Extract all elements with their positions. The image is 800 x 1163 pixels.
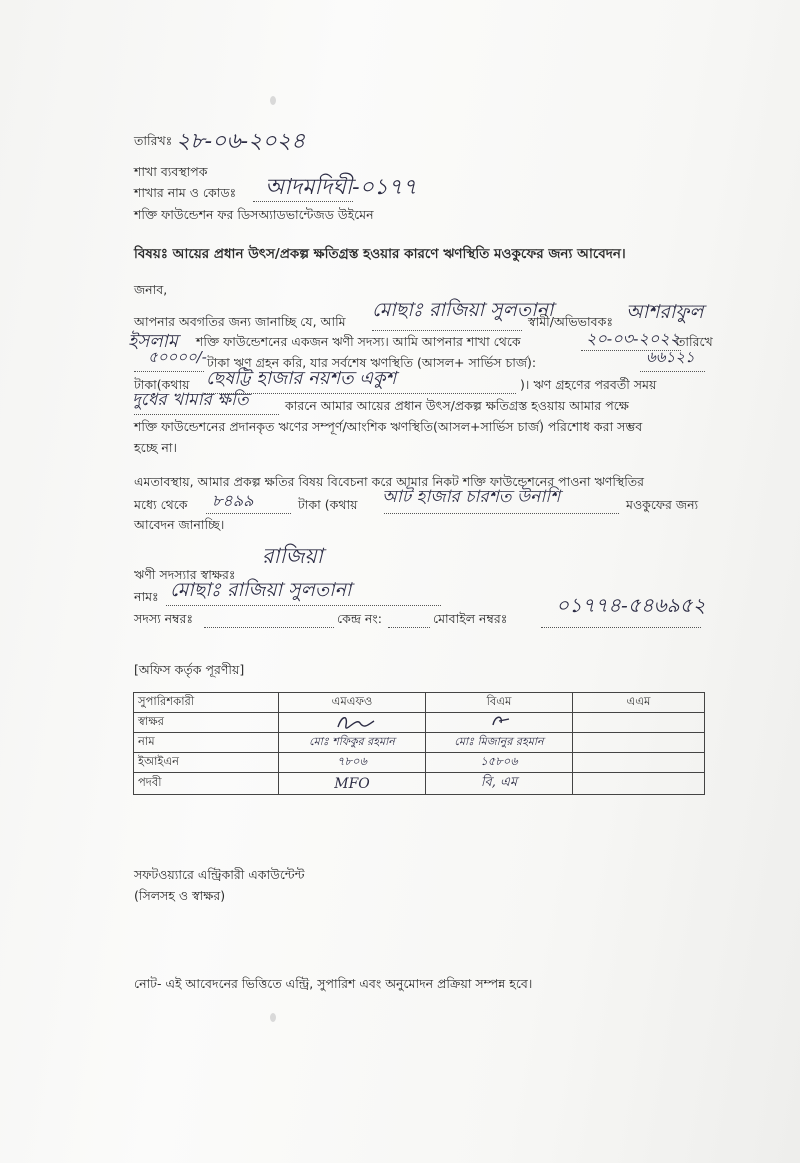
- para1-text8: কারনে আমার আয়ের প্রধান উৎস/প্রকল্প ক্ষতিগ্রস্ত হওয়ায় আমার পক্ষে: [285, 398, 629, 413]
- cause-handwritten: দুধের খামার ক্ষতি: [132, 390, 249, 410]
- paper-speck: [270, 1013, 276, 1022]
- mobile-handwritten: ০১৭৭৪-৫৪৬৯৫২: [556, 593, 706, 617]
- table-row: [134, 713, 705, 733]
- manager-line: শাখা ব্যবস্থাপক: [134, 164, 208, 179]
- guardian-handwritten-2: ইসলাম: [128, 331, 178, 352]
- para1-text9: শক্তি ফাউন্ডেশনের প্রদানকৃত ঋণের সম্পূর্ণ/আংশিক ঋণস্থিতি(আসল+সার্ভিস চার্জ) পরিশোধ করা সম্ভব: [134, 419, 643, 434]
- row-label: নাম: [134, 733, 279, 753]
- para2-text4: মওকুফের জন্য: [626, 497, 699, 512]
- para2-text1: এমতাবস্থায়, আমার প্রকল্প ক্ষতির বিষয় বিবেচনা করে আমার নিকট শক্তি ফাউন্ডেশনের পাওনা ঋণস্থিতির: [134, 474, 645, 489]
- mobile-label: মোবাইল নম্বরঃ: [433, 611, 508, 626]
- accountant-line2: (সিলসহ ও স্বাক্ষর): [134, 888, 226, 903]
- signature-cell-bm: [426, 713, 573, 733]
- mfo-ein: ৭৮০৬: [279, 753, 426, 773]
- row-label: স্বাক্ষর: [134, 713, 279, 733]
- date-label: তারিখঃ: [134, 133, 173, 148]
- table-row: [134, 733, 705, 753]
- date-handwritten: ২৮-০৬-২০২৪: [176, 129, 306, 154]
- center-label: কেন্দ্র নং:: [337, 611, 382, 626]
- bm-ein: ১৫৮০৬: [426, 753, 573, 773]
- header-cell: বিএম: [426, 693, 573, 713]
- salutation: জনাব,: [134, 282, 168, 297]
- am-name: [573, 733, 705, 753]
- office-table: [133, 692, 705, 795]
- signature-cell-mfo: [279, 713, 426, 733]
- row-label: পদবী: [134, 773, 279, 795]
- para1-text2: স্বামী/অভিভাবকঃ: [528, 314, 613, 329]
- member-name-label: নামঃ: [134, 589, 159, 604]
- note-line: নোট- এই আবেদনের ভিত্তিতে এন্ট্রি, সুপারিশ এবং অনুমোদন প্রক্রিয়া সম্পন্ন হবে।: [134, 976, 533, 991]
- paper-speck: [270, 96, 276, 105]
- bm-name: মোঃ মিজানুর রহমান: [426, 733, 573, 753]
- signature-cell-am: [573, 713, 705, 733]
- am-ein: [573, 753, 705, 773]
- member-sig-label: ঋণী সদস্যার স্বাক্ষরঃ: [134, 567, 236, 582]
- table-row: [134, 773, 705, 795]
- waiver-words-handwritten: আট হাজার চারশত উনাশি: [382, 487, 561, 507]
- loan-amount-handwritten: ৫০০০০/-: [148, 348, 207, 366]
- mfo-designation: MFO: [279, 773, 426, 795]
- para1-text7: )। ঋণ গ্রহণের পরবর্তী সময়: [520, 377, 657, 392]
- member-name-handwritten: মোছাঃ রাজিয়া সুলতানা: [372, 299, 554, 321]
- para2-text2: মধ্যে থেকে: [134, 497, 188, 512]
- am-designation: [573, 773, 705, 795]
- header-cell: এমএফও: [279, 693, 426, 713]
- table-row: [134, 753, 705, 773]
- member-signature: রাজিয়া: [262, 544, 323, 568]
- member-name-handwritten-2: মোছাঃ রাজিয়া সুলতানা: [170, 579, 352, 601]
- bm-designation: বি, এম: [426, 773, 573, 795]
- header-cell: সুপারিশকারী: [134, 693, 279, 713]
- para1-text10: হচ্ছে না।: [134, 440, 177, 455]
- guardian-handwritten-1: আশরাফুল: [626, 301, 704, 323]
- para1-text4: তারিখে: [676, 334, 713, 349]
- para1-text5: টাকা ঋণ গ্রহন করি, যার সর্বশেষ ঋণস্থিতি (আসল+ সার্ভিস চার্জ):: [207, 355, 537, 370]
- office-caption: [অফিস কর্তৃক পূরণীয়]: [134, 662, 245, 677]
- waiver-amount-handwritten: ৮৪৯৯: [212, 491, 254, 510]
- para1-text3: শক্তি ফাউন্ডেশনের একজন ঋণী সদস্য। আমি আপনার শাখা থেকে: [196, 334, 521, 349]
- loan-date-handwritten: ২০-০৩-২০২২: [586, 329, 681, 348]
- row-label: ইআইএন: [134, 753, 279, 773]
- para2-text5: আবেদন জানাচ্ছি।: [134, 517, 225, 532]
- para1-text6: টাকা(কথায়: [134, 377, 190, 392]
- signature-scribble: [322, 713, 382, 729]
- header-cell: এএম: [573, 693, 705, 713]
- subject-line: বিষয়ঃ আয়ের প্রধান উৎস/প্রকল্প ক্ষতিগ্রস্ত হওয়ার কারণে ঋণস্থিতি মওকুফের জন্য আবেদন।: [134, 246, 626, 262]
- balance-words-handwritten: ছেষট্টি হাজার নয়শত একুশ: [206, 368, 397, 389]
- branch-label: শাখার নাম ও কোডঃ: [134, 185, 237, 200]
- balance-handwritten: ৬৬১২১: [646, 348, 695, 366]
- member-id-label: সদস্য নম্বরঃ: [134, 611, 194, 626]
- branch-handwritten: আদমদিঘী-০১৭৭: [265, 175, 417, 200]
- org-line: শক্তি ফাউন্ডেশন ফর ডিসঅ্যাডভান্টেজড উইমেন: [134, 207, 374, 222]
- accountant-line1: সফটওয়্যারে এন্ট্রিকারী একাউন্টেন্ট: [134, 867, 305, 882]
- table-header-row: [134, 693, 705, 713]
- signature-scribble: [469, 713, 529, 729]
- para1-text1: আপনার অবগতির জন্য জানাচ্ছি যে, আমি: [134, 314, 346, 329]
- mfo-name: মোঃ শফিকুর রহমান: [279, 733, 426, 753]
- para2-text3: টাকা (কথায়: [298, 497, 358, 512]
